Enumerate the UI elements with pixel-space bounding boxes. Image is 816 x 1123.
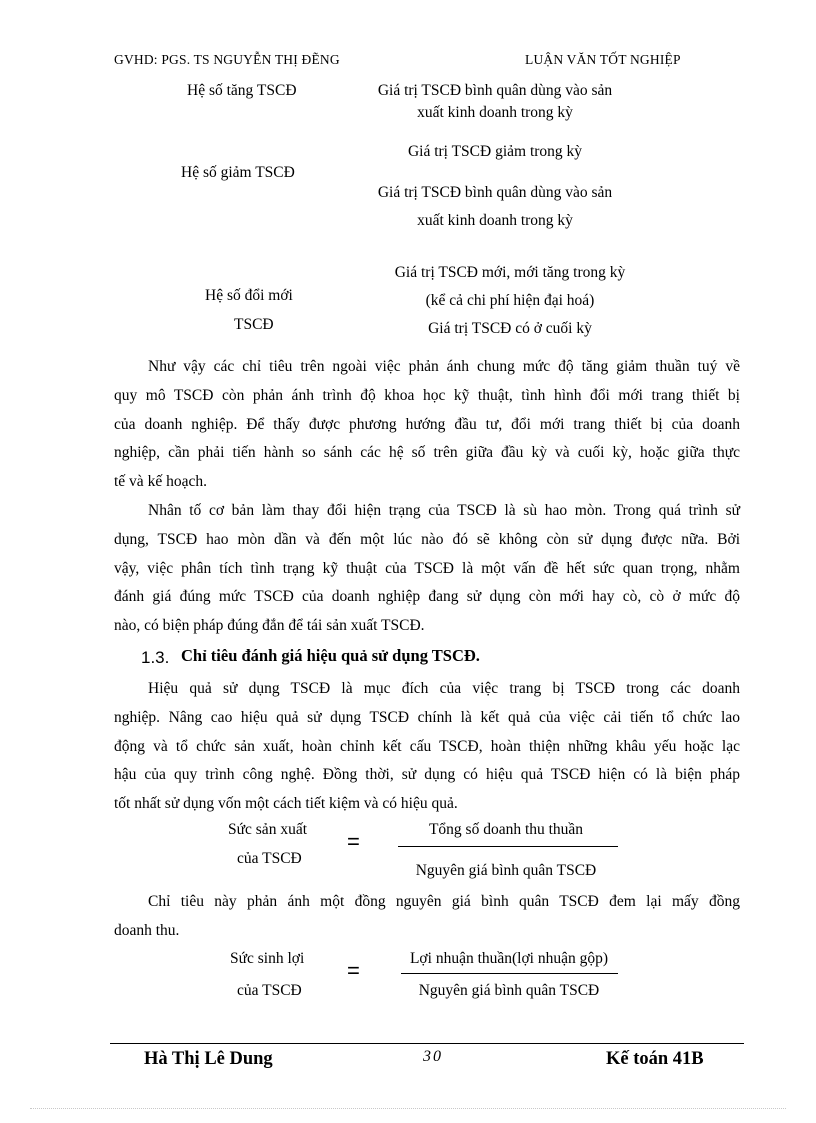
footer-author: Hà Thị Lê Dung: [144, 1049, 273, 1069]
ratio-giam-den-line1: Giá trị TSCĐ bình quân dùng vào sản: [377, 184, 613, 201]
paragraph-3: [114, 675, 740, 819]
footer-class: Kế toán 41B: [606, 1049, 704, 1069]
paragraph-3-line: hậu của quy trình công nghệ. Đồng thời, sử dụng có hiệu quả TSCĐ hiện có là biện pháp: [114, 766, 740, 784]
formula-1-denominator: Nguyên giá bình quân TSCĐ: [415, 862, 597, 879]
ratio-giam-numerator: Giá trị TSCĐ giảm trong kỳ: [407, 143, 583, 160]
paragraph-4-line: doanh thu.: [114, 921, 180, 939]
formula-2-label-line1: Sức sinh lợi: [230, 950, 305, 967]
paragraph-2-line: nào, có biện pháp đúng đắn để tái sản xuất TSCĐ.: [114, 617, 425, 635]
paragraph-2-line: Nhân tố cơ bản làm thay đổi hiện trạng của TSCĐ là sù hao mòn. Trong quá trình sử: [148, 502, 740, 519]
paragraph-1: [114, 353, 740, 497]
section-number: 1.3.: [141, 648, 170, 667]
header-right: LUẬN VĂN TỐT NGHIỆP: [525, 52, 681, 67]
ratio-tang-line2: xuất kinh doanh trong kỳ: [417, 104, 573, 121]
page-bottom-border: [30, 1108, 786, 1109]
formula-1-equals: =: [347, 829, 360, 854]
ratio-tang-label: Hệ số tăng TSCĐ: [187, 82, 297, 99]
ratio-doimoi-label-line2: TSCĐ: [234, 316, 274, 333]
paragraph-2: [114, 497, 740, 641]
paragraph-3-line: nghiệp. Nâng cao hiệu quả sử dụng TSCĐ chính là kết quả của việc cải tiến tổ chức lao: [114, 708, 740, 726]
formula-2-numerator: Lợi nhuận thuần(lợi nhuận gộp): [409, 950, 609, 967]
paragraph-2-line: đánh giá đúng mức TSCĐ của doanh nghiệp đang sử dụng còn mới hay cò, cò ở mức độ: [114, 588, 740, 606]
section-title: Chỉ tiêu đánh giá hiệu quả sử dụng TSCĐ.: [181, 646, 480, 665]
paragraph-2-line: vậy, việc phân tích tình trạng kỹ thuật của TSCĐ là một vấn đề hết sức quan trọng, nhằm: [114, 559, 740, 577]
ratio-doimoi-line1: Giá trị TSCĐ mới, mới tăng trong kỳ: [394, 264, 626, 281]
ratio-doimoi-line3: Giá trị TSCĐ có ở cuối kỳ: [428, 320, 592, 337]
paragraph-4: [114, 888, 740, 946]
ratio-giam-label: Hệ số giảm TSCĐ: [181, 164, 295, 181]
formula-1-label-line1: Sức sản xuất: [228, 821, 307, 838]
page-number: 30: [423, 1048, 443, 1065]
header-left: GVHD: PGS. TS NGUYỄN THỊ ĐẼNG: [114, 52, 340, 67]
ratio-tang-line1: Giá trị TSCĐ bình quân dùng vào sản: [377, 82, 613, 99]
paragraph-3-line: tốt nhất sử dụng vốn một cách tiết kiệm và có hiệu quả.: [114, 795, 458, 813]
formula-1-numerator: Tổng số doanh thu thuần: [428, 821, 584, 838]
formula-2-fraction-bar: [401, 973, 618, 974]
formula-2-denominator: Nguyên giá bình quân TSCĐ: [418, 982, 600, 999]
paragraph-4-line: Chỉ tiêu này phản ánh một đồng nguyên giá bình quân TSCĐ đem lại mấy đồng: [148, 893, 740, 910]
ratio-doimoi-label-line1: Hệ số đổi mới: [205, 287, 293, 304]
paragraph-2-line: dụng, TSCĐ hao mòn dần và đến một lúc nào đó sẽ không còn sử dụng được nữa. Bởi: [114, 530, 740, 548]
footer-rule: [110, 1043, 744, 1044]
paragraph-3-line: Hiệu quả sử dụng TSCĐ là mục đích của việc trang bị TSCĐ trong các doanh: [148, 680, 740, 697]
formula-2-equals: =: [347, 958, 360, 983]
formula-2-label-line2: của TSCĐ: [237, 982, 302, 999]
paragraph-3-line: động và tổ chức sản xuất, hoàn chỉnh kết cấu TSCĐ, hoàn thiện những khâu yếu hoặc lạc: [114, 737, 740, 755]
paragraph-1-line: của doanh nghiệp. Để thấy được phương hướng đầu tư, đổi mới trang thiết bị của doanh: [114, 415, 740, 433]
paragraph-1-line: nghiệp, cần phải tiến hành so sánh các hệ số trên giữa đầu kỳ và cuối kỳ, hoặc giữa thực: [114, 444, 740, 462]
paragraph-1-line: tế và kế hoạch.: [114, 473, 207, 491]
formula-1-fraction-bar: [398, 846, 618, 847]
formula-1-label-line2: của TSCĐ: [237, 850, 302, 867]
ratio-doimoi-line2: (kể cả chi phí hiện đại hoá): [425, 292, 595, 309]
paragraph-1-line: Như vậy các chỉ tiêu trên ngoài việc phản ánh chung mức độ tăng giảm thuần tuý về: [148, 358, 740, 375]
ratio-giam-den-line2: xuất kinh doanh trong kỳ: [417, 212, 573, 229]
paragraph-1-line: quy mô TSCĐ còn phản ánh trình độ khoa học kỹ thuật, tình hình đổi mới trang thiết bị: [114, 386, 740, 404]
